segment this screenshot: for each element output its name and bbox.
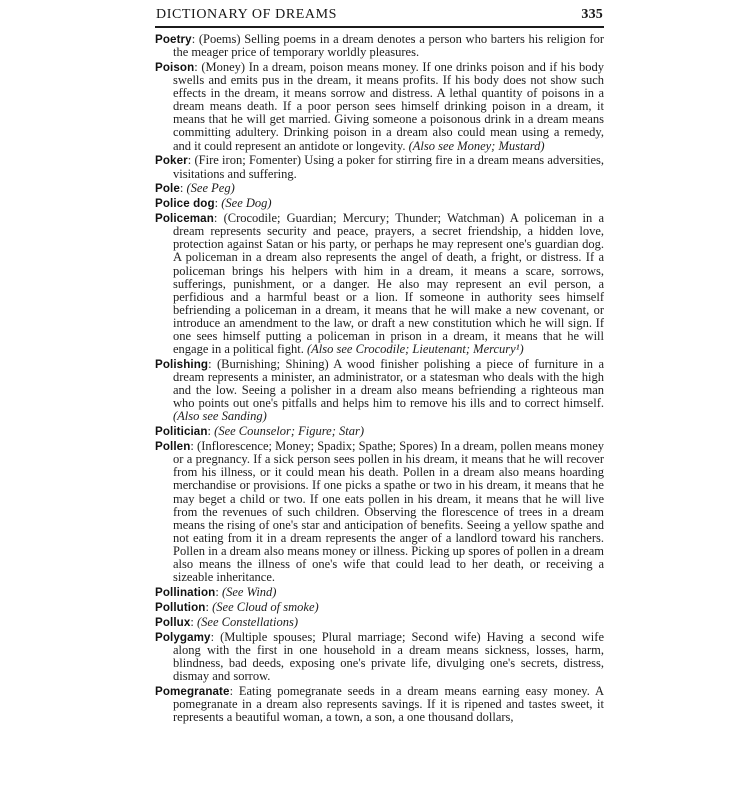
dictionary-entry bbox=[155, 440, 604, 584]
entry-separator: : bbox=[179, 181, 187, 196]
entry-term: Pollux bbox=[155, 615, 191, 629]
entry-separator: : bbox=[215, 585, 222, 600]
entry-text: (Multiple spouses; Plural marriage; Second wife) Having a second wife along with the first in one household in a dream means sickness, losses, harm, blindness, bad deeds, exposing one's private life, divulging one's secrets, distress, dismay and sorrow. bbox=[173, 629, 604, 683]
dictionary-entry bbox=[155, 61, 604, 153]
entry-text: (Crocodile; Guardian; Mercury; Thunder; Watchman) A policeman in a dream represents security and peace, prayers, a secret friendship, a hidden love, protection against Satan or his party, or perhaps he may represent one's guardian dog. A policeman in a dream also represents the angel of death, a fright, or distress. If a policeman brings his helpers with him in a dream, it means a scare, sorrows, sufferings, punishment, or a danger. He also may represent an evil person, a perfidious and a harmful beast or a lion. If someone in authority sees himself befriending a policeman in a dream, it means that he will make a new covenant, or introduce an amendment to the law, or draft a new constitution which he will sign. If one sees himself putting a policeman in prison in a dream, it means that he will engage in a political fight. bbox=[173, 211, 604, 357]
entry-separator: : bbox=[229, 683, 239, 698]
entry-crossref: (Also see Money; Mustard) bbox=[408, 138, 545, 153]
entry-separator: : bbox=[207, 424, 215, 439]
entry-crossref: (See Wind) bbox=[221, 585, 277, 600]
dictionary-entry bbox=[155, 631, 604, 683]
entry-text: (Burnishing; Shining) A wood finisher polishing a piece of furniture in a dream represents a minister, an administrator, or a statesman who deals with the high and the low. Seeing a polisher in a dream also means befriending a righteous man who points out one's pitfalls and helps him to remove his ills and to correct himself. bbox=[173, 357, 604, 411]
entry-term: Pollen bbox=[155, 440, 191, 454]
dictionary-entry bbox=[155, 33, 604, 59]
entry-separator: : bbox=[208, 357, 217, 372]
entry-text: (Fire iron; Fomenter) Using a poker for stirring fire in a dream means adversities, visitations and suffering. bbox=[173, 153, 604, 181]
page-content bbox=[155, 7, 604, 726]
entry-term: Pollution bbox=[155, 600, 206, 614]
dictionary-entry bbox=[155, 616, 604, 629]
entry-separator: : bbox=[190, 614, 197, 629]
entry-separator: : bbox=[191, 32, 199, 46]
entry-term: Police dog bbox=[155, 197, 215, 211]
entry-separator: : bbox=[187, 153, 195, 168]
entry-separator: : bbox=[210, 629, 221, 644]
dictionary-entry bbox=[155, 212, 604, 356]
entry-crossref: (Also see Sanding) bbox=[173, 409, 267, 424]
entry-term: Pollination bbox=[155, 586, 216, 600]
entry-separator: : bbox=[205, 599, 213, 614]
entry-term: Pole bbox=[155, 182, 180, 196]
entry-separator: : bbox=[190, 439, 198, 454]
dictionary-entry bbox=[155, 425, 604, 438]
header-rule bbox=[155, 26, 604, 28]
entry-term: Policeman bbox=[155, 212, 214, 226]
dictionary-entry bbox=[155, 586, 604, 599]
entry-crossref: (See Peg) bbox=[186, 181, 235, 196]
entries-list bbox=[155, 33, 604, 724]
entry-crossref: (See Counselor; Figure; Star) bbox=[214, 424, 365, 439]
entry-term: Polygamy bbox=[155, 630, 211, 644]
page-number: 335 bbox=[581, 7, 603, 22]
dictionary-entry bbox=[155, 197, 604, 210]
entry-crossref: (See Dog) bbox=[221, 196, 272, 211]
dictionary-entry bbox=[155, 154, 604, 180]
entry-term: Polishing bbox=[155, 358, 209, 372]
entry-term: Politician bbox=[155, 425, 208, 439]
entry-text: (Poems) Selling poems in a dream denotes a person who barters his religion for the meager price of temporary worldly pleasures. bbox=[173, 32, 604, 60]
entry-text: (Money) In a dream, poison means money. If one drinks poison and if his body swells and emits pus in the dream, it means profits. If his body does not show such effects in the dream, it means sorrow and distress. A lethal quantity of poisons in a dream means death. If a poor person sees himself drinking poison in a dream, it means that he will get married. Giving someone a poisonous drink in a dream means committing adultery. Drinking poison in a dream also could mean using a remedy, and it could represent an antidote or longevity. bbox=[173, 59, 604, 153]
dictionary-entry bbox=[155, 182, 604, 195]
dictionary-entry bbox=[155, 685, 604, 724]
entry-term: Pomegranate bbox=[155, 684, 230, 698]
dictionary-entry bbox=[155, 358, 604, 423]
entry-crossref: (See Cloud of smoke) bbox=[212, 599, 319, 614]
entry-text: Eating pomegranate seeds in a dream means earning easy money. A pomegranate in a dream also represents savings. If it is ripened and tastes sweet, it represents a beautiful woman, a town, a son, a one thousand dollars, bbox=[173, 683, 604, 725]
entry-term: Poker bbox=[155, 154, 188, 168]
page-title: DICTIONARY OF DREAMS bbox=[156, 7, 338, 22]
running-head bbox=[155, 7, 604, 25]
entry-crossref: (Also see Crocodile; Lieutenant; Mercury¹) bbox=[306, 342, 524, 357]
entry-separator: : bbox=[214, 196, 222, 211]
dictionary-entry bbox=[155, 601, 604, 614]
entry-term: Poetry bbox=[155, 33, 192, 46]
entry-text: (Inflorescence; Money; Spadix; Spathe; Spores) In a dream, pollen means money or a pregnancy. If a sick person sees pollen in his dream, it means that he will recover from his illness, or it could mean his death. Pollen in a dream also means hoarding merchandise or provisions. If one picks a spathe or two in his dream, it means that he may beget a child or two. If one eats pollen in his dream, it means that he will live from the revenues of such children. Observing the florescence of trees in a dream means the rising of one's star and anticipation of benefits. Seeing a yellow spathe and not eating from it in a dream represents the anger of a landlord toward his ranchers. Pollen in a dream also means money or illness. Picking up spores of pollen in a dream also means the illness of one's wife that could lead to her death, or receiving a sizeable inheritance. bbox=[173, 439, 604, 585]
entry-separator: : bbox=[194, 59, 202, 74]
entry-term: Poison bbox=[155, 60, 195, 74]
entry-crossref: (See Constellations) bbox=[197, 614, 299, 629]
entry-separator: : bbox=[213, 211, 224, 226]
